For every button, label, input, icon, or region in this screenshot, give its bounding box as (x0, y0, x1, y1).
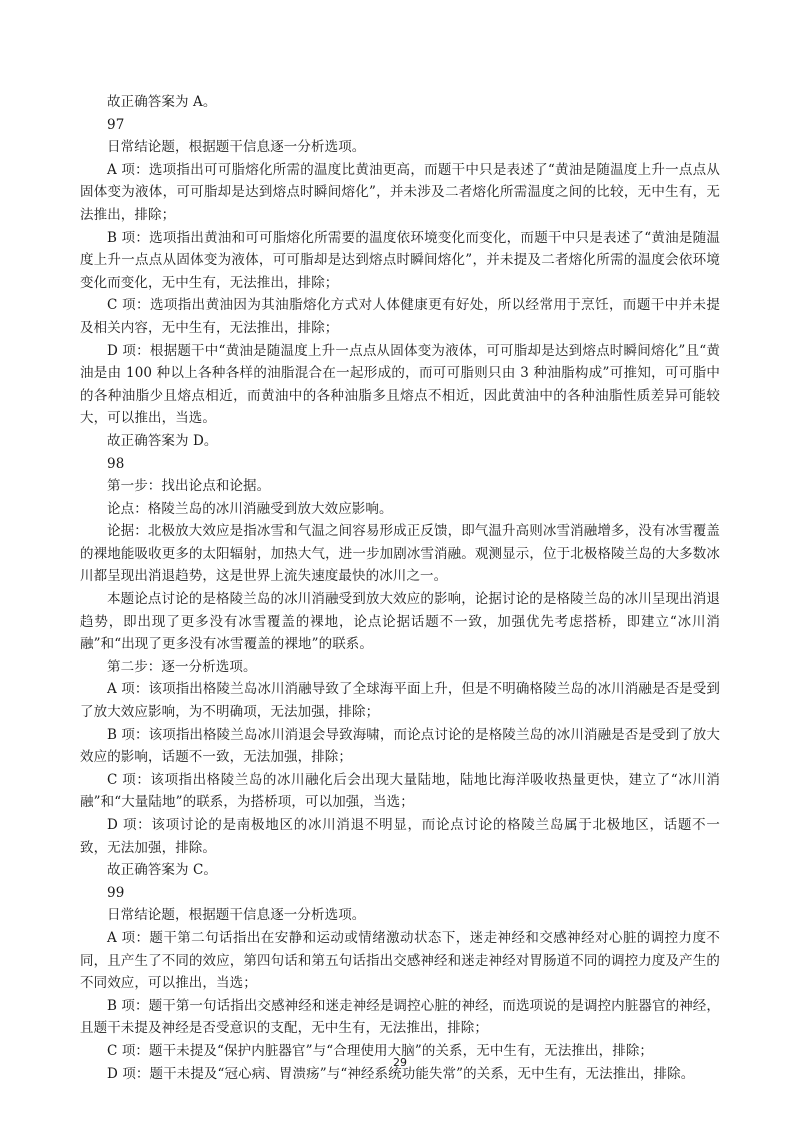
paragraph: C 项：题干未提及“保护内脏器官”与“合理使用大脑”的关系，无中生有，无法推出，排除； (107, 1042, 654, 1059)
paragraph: A 项：该项指出格陵兰岛冰川消融导致了全球海平面上升，但是不明确格陵兰岛的冰川消融是否是受到了放大效应影响，为不明确项，无法加强，排除； (80, 681, 720, 721)
paragraph: D 项：根据题干中“黄油是随温度上升一点点从固体变为液体，可可脂却是达到熔点时瞬间熔化”且“黄油是由 100 种以上各种各样的油脂混合在一起形成的，而可可脂则只由 3 种油脂构成”可推知，可可脂中的各种油脂少且熔点相近，而黄油中的各种油脂多且熔点不相近，因此黄油中的各种油脂性质差异可能较大，可以推出，当选。 (80, 342, 720, 427)
paragraph: 故正确答案为 A。 (107, 94, 217, 110)
paragraph: 故正确答案为 D。 (107, 432, 218, 449)
paragraph: 论据：北极放大效应是指冰雪和气温之间容易形成正反馈，即气温升高则冰雪消融增多，没有冰雪覆盖的裸地能吸收更多的太阳辐射，加热大气，进一步加剧冰雪消融。观测显示，位于北极格陵兰岛的大多数冰川都呈现出消退趋势，这是世界上流失速度最快的冰川之一。 (80, 523, 720, 585)
paragraph: 97 (107, 116, 125, 133)
paragraph: 99 (107, 884, 125, 901)
paragraph: D 项：题干未提及“冠心病、胃溃疡”与“神经系统功能失常”的关系，无中生有，无法推出，排除。 (107, 1065, 695, 1082)
paragraph: B 项：该项指出格陵兰岛冰川消退会导致海啸，而论点讨论的是格陵兰岛的冰川消融是否是受到了放大效应的影响，话题不一致，无法加强，排除； (80, 726, 720, 766)
paragraph: 本题论点讨论的是格陵兰岛的冰川消融受到放大效应的影响，论据讨论的是格陵兰岛的冰川呈现出消退趋势，即出现了更多没有冰雪覆盖的裸地，论点论据话题不一致，加强优先考虑搭桥，即建立“冰川消融”和“出现了更多没有冰雪覆盖的裸地”的联系。 (80, 591, 720, 653)
paragraph: B 项：题干第一句话指出交感神经和迷走神经是调控心脏的神经，而选项说的是调控内脏器官的神经，且题干未提及神经是否受意识的支配，无中生有，无法推出，排除； (80, 997, 720, 1037)
paragraph: B 项：选项指出黄油和可可脂熔化所需要的温度依环境变化而变化，而题干中只是表述了“黄油是随温度上升一点点从固体变为液体，可可脂却是达到熔点时瞬间熔化”，并未提及二者熔化所需的温度会依环境变化而变化，无中生有，无法推出，排除； (80, 229, 720, 291)
paragraph: 故正确答案为 C。 (107, 862, 218, 879)
page-content (80, 91, 720, 1085)
paragraph: A 项：题干第二句话指出在安静和运动或情绪激动状态下，迷走神经和交感神经对心脏的调控力度不同，且产生了不同的效应，第四句话和第五句话指出交感神经和迷走神经对胃肠道不同的调控力度及产生的不同效应，可以推出，当选； (80, 929, 720, 992)
paragraph: C 项：该项指出格陵兰岛的冰川融化后会出现大量陆地，陆地比海洋吸收热量更快，建立了“冰川消融”和“大量陆地”的联系，为搭桥项，可以加强，当选； (80, 771, 720, 811)
paragraph: D 项：该项讨论的是南极地区的冰川消退不明显，而论点讨论的格陵兰岛属于北极地区，话题不一致，无法加强，排除。 (80, 817, 720, 856)
paragraph: 第二步：逐一分析选项。 (107, 658, 257, 675)
paragraph: C 项：选项指出黄油因为其油脂熔化方式对人体健康更有好处，所以经常用于烹饪，而题干中并未提及相关内容，无中生有，无法推出，排除； (80, 297, 720, 336)
paragraph: 98 (107, 455, 125, 472)
paragraph: 论点：格陵兰岛的冰川消融受到放大效应影响。 (107, 500, 393, 517)
page-number: 29 (393, 1056, 407, 1069)
paragraph: 第一步：找出论点和论据。 (107, 478, 271, 495)
paragraph: 日常结论题，根据题干信息逐一分析选项。 (107, 139, 366, 156)
paragraph: A 项：选项指出可可脂熔化所需的温度比黄油更高，而题干中只是表述了“黄油是随温度上升一点点从固体变为液体，可可脂却是达到熔点时瞬间熔化”，并未涉及二者熔化所需温度之间的比较，无中生有，无法推出，排除； (80, 161, 720, 223)
paragraph: 日常结论题，根据题干信息逐一分析选项。 (107, 907, 366, 924)
